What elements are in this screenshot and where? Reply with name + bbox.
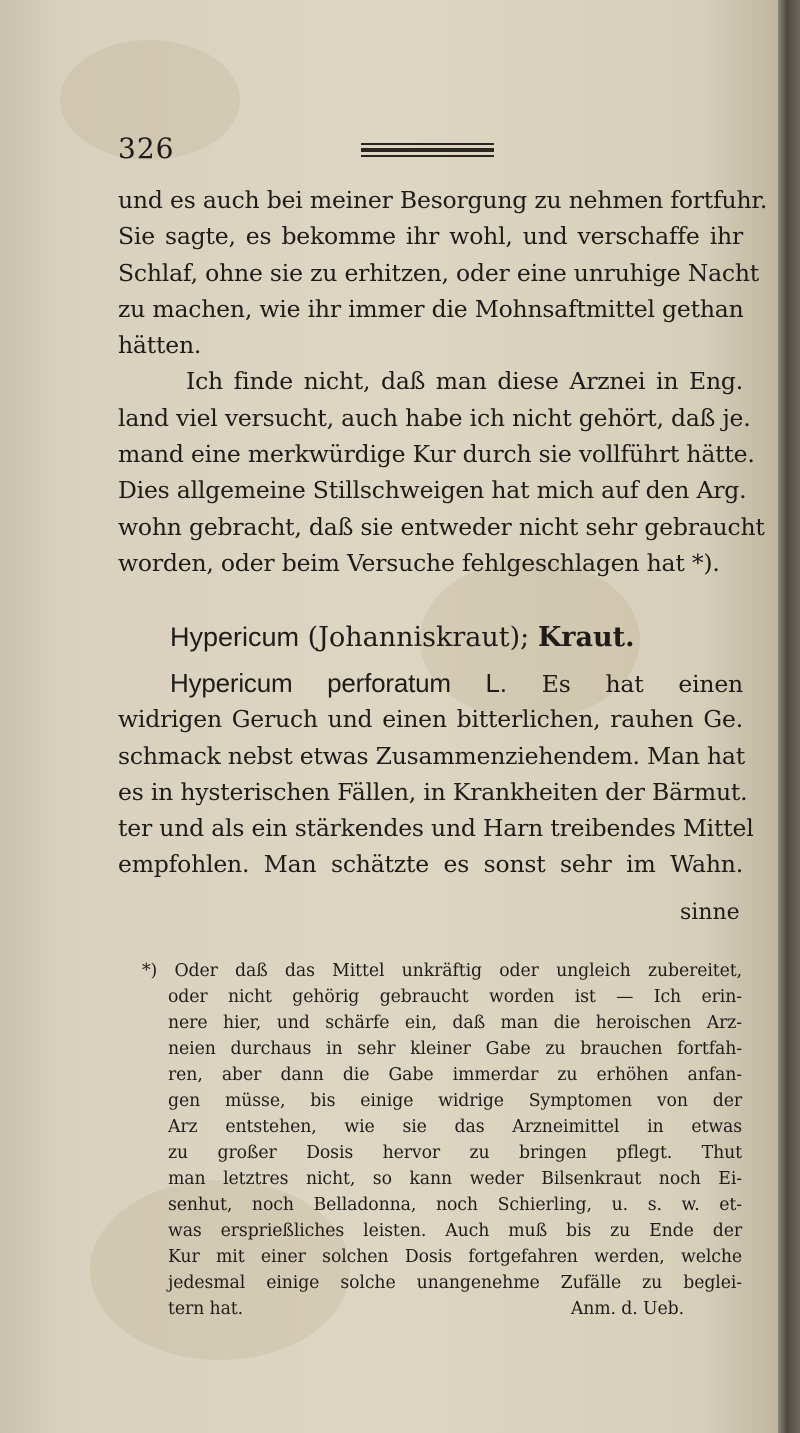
heading-german-name: (Johanniskraut); — [307, 622, 530, 653]
footnote-line: gen müsse, bis einige widrige Symptomen von der — [168, 1091, 742, 1111]
text-line: Ich finde nicht, daß man diese Arznei in Eng. — [186, 367, 743, 396]
footnote-signature: Anm. d. Ueb. — [570, 1299, 684, 1319]
footnote-line: Kur mit einer solchen Dosis fortgefahren werden, welche — [168, 1247, 742, 1267]
footnote — [142, 958, 742, 1322]
text-line: zu machen, wie ihr immer die Mohnsaftmittel gethan — [118, 294, 744, 323]
text-line: schmack nebst etwas Zusammenziehendem. Man hat — [118, 741, 745, 770]
footnote-line: was ersprießliches leisten. Auch muß bis zu Ende der — [168, 1221, 742, 1241]
footnote-line: neien durchaus in sehr kleiner Gabe zu brauchen fortfah- — [168, 1039, 742, 1059]
text-line: Sie sagte, es bekomme ihr wohl, und verschaffe ihr — [118, 222, 743, 251]
footnote-line: senhut, noch Belladonna, noch Schierling, u. s. w. et- — [168, 1195, 742, 1215]
text-line: es in hysterischen Fällen, in Krankheiten der Bärmut. — [118, 777, 748, 806]
text-line: und es auch bei meiner Besorgung zu nehmen fortfuhr. — [118, 186, 768, 214]
heading-plant-part: Kraut. — [537, 622, 635, 653]
catchword: sinne — [680, 900, 740, 925]
footnote-line: tern hat. — [168, 1299, 244, 1319]
text-line: worden, oder beim Versuche fehlgeschlagen hat *). — [118, 548, 720, 577]
header-rule — [361, 143, 494, 145]
page-number: 326 — [118, 132, 175, 165]
text-line: widrigen Geruch und einen bitterlichen, rauhen Ge. — [118, 705, 743, 734]
species-name: Hypericum perforatum L. — [170, 668, 507, 698]
body-paragraphs — [118, 182, 768, 581]
text-line: mand eine merkwürdige Kur durch sie vollführt hätte. — [118, 440, 755, 469]
text-line: Schlaf, ohne sie zu erhitzen, oder eine unruhige Nacht — [118, 258, 760, 287]
footnote-line: Arz entstehen, wie sie das Arzneimittel in etwas — [168, 1117, 742, 1137]
header-rule — [361, 148, 494, 152]
section-heading — [170, 615, 730, 659]
text-line — [118, 665, 743, 701]
book-gutter-edge — [778, 0, 800, 1433]
heading-latin-name: Hypericum — [170, 622, 300, 652]
text-line: land viel versucht, auch habe ich nicht gehört, daß je. — [118, 403, 751, 432]
header-rule — [361, 155, 494, 157]
text-line: ter und als ein stärkendes und Harn treibendes Mittel — [118, 814, 754, 843]
text-line: wohn gebracht, daß sie entweder nicht sehr gebraucht — [118, 512, 765, 541]
footnote-line: man letztres nicht, so kann weder Bilsenkraut noch Ei- — [168, 1169, 742, 1189]
footnote-last-line — [142, 1296, 742, 1322]
footnote-line: jedesmal einige solche unangenehme Zufälle zu beglei- — [168, 1273, 742, 1293]
page-header — [118, 132, 738, 172]
text-line: empfohlen. Man schätzte es sonst sehr im Wahn. — [118, 850, 743, 879]
footnote-line: oder nicht gehörig gebraucht worden ist — Ich erin- — [168, 987, 742, 1007]
text-line: hätten. — [118, 331, 202, 360]
footnote-line: *) Oder daß das Mittel unkräftig oder ungleich zubereitet, — [142, 961, 742, 981]
footnote-line: ren, aber dann die Gabe immerdar zu erhöhen anfan- — [168, 1065, 742, 1085]
text-line: Dies allgemeine Stillschweigen hat mich auf den Arg. — [118, 476, 747, 505]
section-body — [118, 665, 754, 883]
footnote-line: nere hier, und schärfe ein, daß man die heroischen Arz- — [168, 1013, 742, 1033]
text-fragment: Es hat einen — [541, 670, 743, 698]
footnote-line: zu großer Dosis hervor zu bringen pflegt. Thut — [168, 1143, 742, 1163]
